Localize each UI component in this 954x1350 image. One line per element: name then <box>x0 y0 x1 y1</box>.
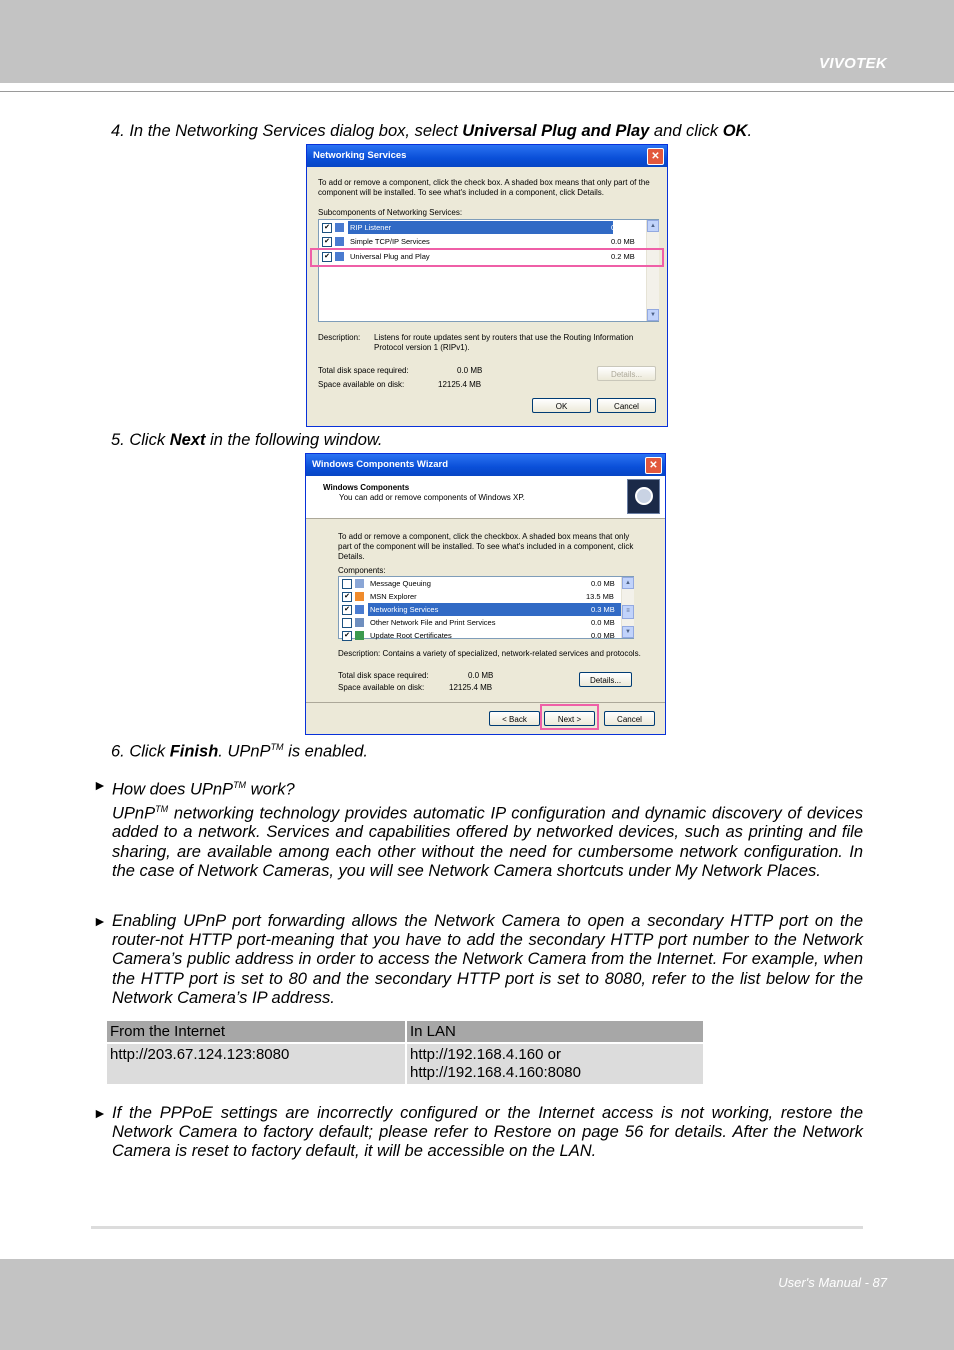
disk-available-value: 12125.4 MB <box>438 380 482 389</box>
table-header-row <box>107 1021 703 1042</box>
column-header: In LAN <box>407 1021 703 1042</box>
details-button[interactable]: Details... <box>579 672 632 687</box>
msn-butterfly-icon <box>355 592 364 601</box>
internet-address: http://203.67.124.123:8080 <box>107 1044 405 1084</box>
step-5: 5. Click Next in the following window. <box>111 431 383 449</box>
scroll-up-icon[interactable]: ▲ <box>622 577 634 589</box>
list-item[interactable]: Message Queuing 0.0 MB <box>341 577 619 590</box>
components-wizard-dialog <box>305 453 666 735</box>
network-service-icon <box>355 605 364 614</box>
disk-available-label: Space available on disk: <box>318 380 405 389</box>
checkbox[interactable]: ✔ <box>322 223 332 233</box>
list-item[interactable]: ✔ Update Root Certificates 0.0 MB <box>341 629 619 642</box>
list-item[interactable]: ✔ MSN Explorer 13.5 MB <box>341 590 619 603</box>
close-icon[interactable]: ✕ <box>645 457 662 474</box>
subcomponents-list <box>318 219 659 322</box>
cancel-button[interactable]: Cancel <box>604 711 655 726</box>
disk-required-value: 0.0 MB <box>468 671 494 680</box>
checkbox[interactable] <box>342 579 352 589</box>
address-table <box>105 1019 705 1086</box>
list-item[interactable]: ✔ Networking Services 0.3 MB <box>341 603 619 616</box>
checkbox[interactable]: ✔ <box>322 237 332 247</box>
list-scrollbar[interactable] <box>621 577 634 638</box>
networking-services-dialog <box>306 144 668 427</box>
disk-available-label: Space available on disk: <box>338 683 425 692</box>
upnp-answer: UPnP™ networking technology provides automatic IP configuration and dynamic discovery of devices added to a network. Services and capabilities offered by networked devices, such as printing and file sharing, are available among each other without the need for cumbersome network configuration. In the case of Network Cameras, you will see Network Camera shortcuts under My Network Places. <box>112 803 863 880</box>
certificate-icon <box>355 631 364 640</box>
list-item[interactable]: Other Network File and Print Services 0.0 MB <box>341 616 619 629</box>
dialog-intro: To add or remove a component, click the check box. A shaded box means that only part of the component will be installed. To see what's included in a component, click Details. <box>318 178 650 197</box>
bullet-arrow-icon: ► <box>93 1105 107 1121</box>
upnp-question: How does UPnP™ work? <box>112 780 295 799</box>
wizard-intro: To add or remove a component, click the checkbox. A shaded box means that only part of the component will be installed. To see what's included in a component, click Details. <box>338 532 634 561</box>
step-4-target: Universal Plug and Play <box>462 122 650 140</box>
step-4: 4. In the Networking Services dialog box, select Universal Plug and Play and click OK. <box>111 122 753 140</box>
disk-required-value: 0.0 MB <box>457 366 483 375</box>
cd-install-icon <box>627 479 660 514</box>
step-6-button-ref: Finish <box>169 742 219 761</box>
header-band <box>0 0 954 83</box>
wizard-subheading: You can add or remove components of Windows XP. <box>339 493 525 502</box>
footer-divider <box>91 1226 863 1229</box>
lan-address: http://192.168.4.160 or http://192.168.4.160:8080 <box>407 1044 703 1084</box>
wizard-header-panel <box>306 476 665 519</box>
description-text: Listens for route updates sent by routers that use the Routing Information Protocol version 1 (RIPv1). <box>374 333 634 352</box>
checkbox[interactable]: ✔ <box>322 252 332 262</box>
port-forwarding-note: ► Enabling UPnP port forwarding allows the Network Camera to open a secondary HTTP port on the router-not HTTP port-meaning that you have to add the secondary HTTP port number to the Network Camera’s public address in order to access the Network Camera from the Internet. For example, when the HTTP port is set to 80 and the secondary HTTP port is set to 8080, refer to the list below for the Network Camera’s IP address. <box>93 912 863 1007</box>
scroll-up-icon[interactable]: ▲ <box>647 220 659 232</box>
list-item[interactable]: ✔ Universal Plug and Play 0.2 MB <box>321 250 647 263</box>
disk-required-label: Total disk space required: <box>338 671 429 680</box>
dialog-title-bar: Windows Components Wizard ✕ <box>306 454 665 476</box>
column-header: From the Internet <box>107 1021 405 1042</box>
footer-band <box>0 1259 954 1350</box>
checkbox[interactable]: ✔ <box>342 631 352 641</box>
pppoe-note: ► If the PPPoE settings are incorrectly configured or the Internet access is not working, restore the Network Camera to factory default; please refer to Restore on page 56 for details. After the Network Camera is reset to factory default, it will be accessible on the LAN. <box>93 1104 863 1161</box>
brand-name: VIVOTEK <box>819 55 887 72</box>
close-icon[interactable]: ✕ <box>647 148 664 165</box>
highlight-box <box>310 248 664 267</box>
disk-required-label: Total disk space required: <box>318 366 409 375</box>
description-label: Description: <box>318 333 361 342</box>
bullet-arrow-icon: ► <box>93 777 107 793</box>
list-scrollbar[interactable] <box>646 220 659 321</box>
header-divider <box>0 91 954 92</box>
list-item[interactable]: ✔ Simple TCP/IP Services 0.0 MB <box>321 235 647 248</box>
step-5-button-ref: Next <box>169 431 206 449</box>
dialog-title-bar: Networking Services ✕ <box>307 145 667 167</box>
checkbox[interactable]: ✔ <box>342 592 352 602</box>
list-item[interactable]: ✔ RIP Listener 0.0 MB <box>321 221 647 234</box>
table-row <box>107 1044 703 1084</box>
checkbox[interactable]: ✔ <box>342 605 352 615</box>
file-print-icon <box>355 618 364 627</box>
disk-available-value: 12125.4 MB <box>449 683 493 692</box>
cancel-button[interactable]: Cancel <box>597 398 656 413</box>
step-4-button-ref: OK <box>722 122 748 140</box>
components-list <box>338 576 634 639</box>
scroll-thumb[interactable]: ≡ <box>622 605 634 619</box>
details-button[interactable]: Details... <box>597 366 656 381</box>
step-6: 6. Click Finish. UPnP™ is enabled. <box>111 742 368 761</box>
page-number: User's Manual - 87 <box>778 1275 887 1290</box>
wizard-footer-divider <box>306 702 665 703</box>
network-service-icon <box>335 223 344 232</box>
scroll-down-icon[interactable]: ▼ <box>647 309 659 321</box>
subcomponents-label: Subcomponents of Networking Services: <box>318 208 463 217</box>
highlight-box <box>540 704 599 730</box>
ok-button[interactable]: OK <box>532 398 591 413</box>
components-label: Components: <box>338 566 386 575</box>
description-text: Description: Contains a variety of specialized, network-related services and protocols. <box>338 649 641 658</box>
back-button[interactable]: < Back <box>489 711 540 726</box>
checkbox[interactable] <box>342 618 352 628</box>
message-queue-icon <box>355 579 364 588</box>
scroll-down-icon[interactable]: ▼ <box>622 626 634 638</box>
bullet-arrow-icon: ► <box>93 913 107 929</box>
network-service-icon <box>335 237 344 246</box>
upnp-explanation <box>93 776 863 881</box>
next-button[interactable]: Next > <box>544 711 595 726</box>
wizard-heading: Windows Components <box>323 483 410 492</box>
